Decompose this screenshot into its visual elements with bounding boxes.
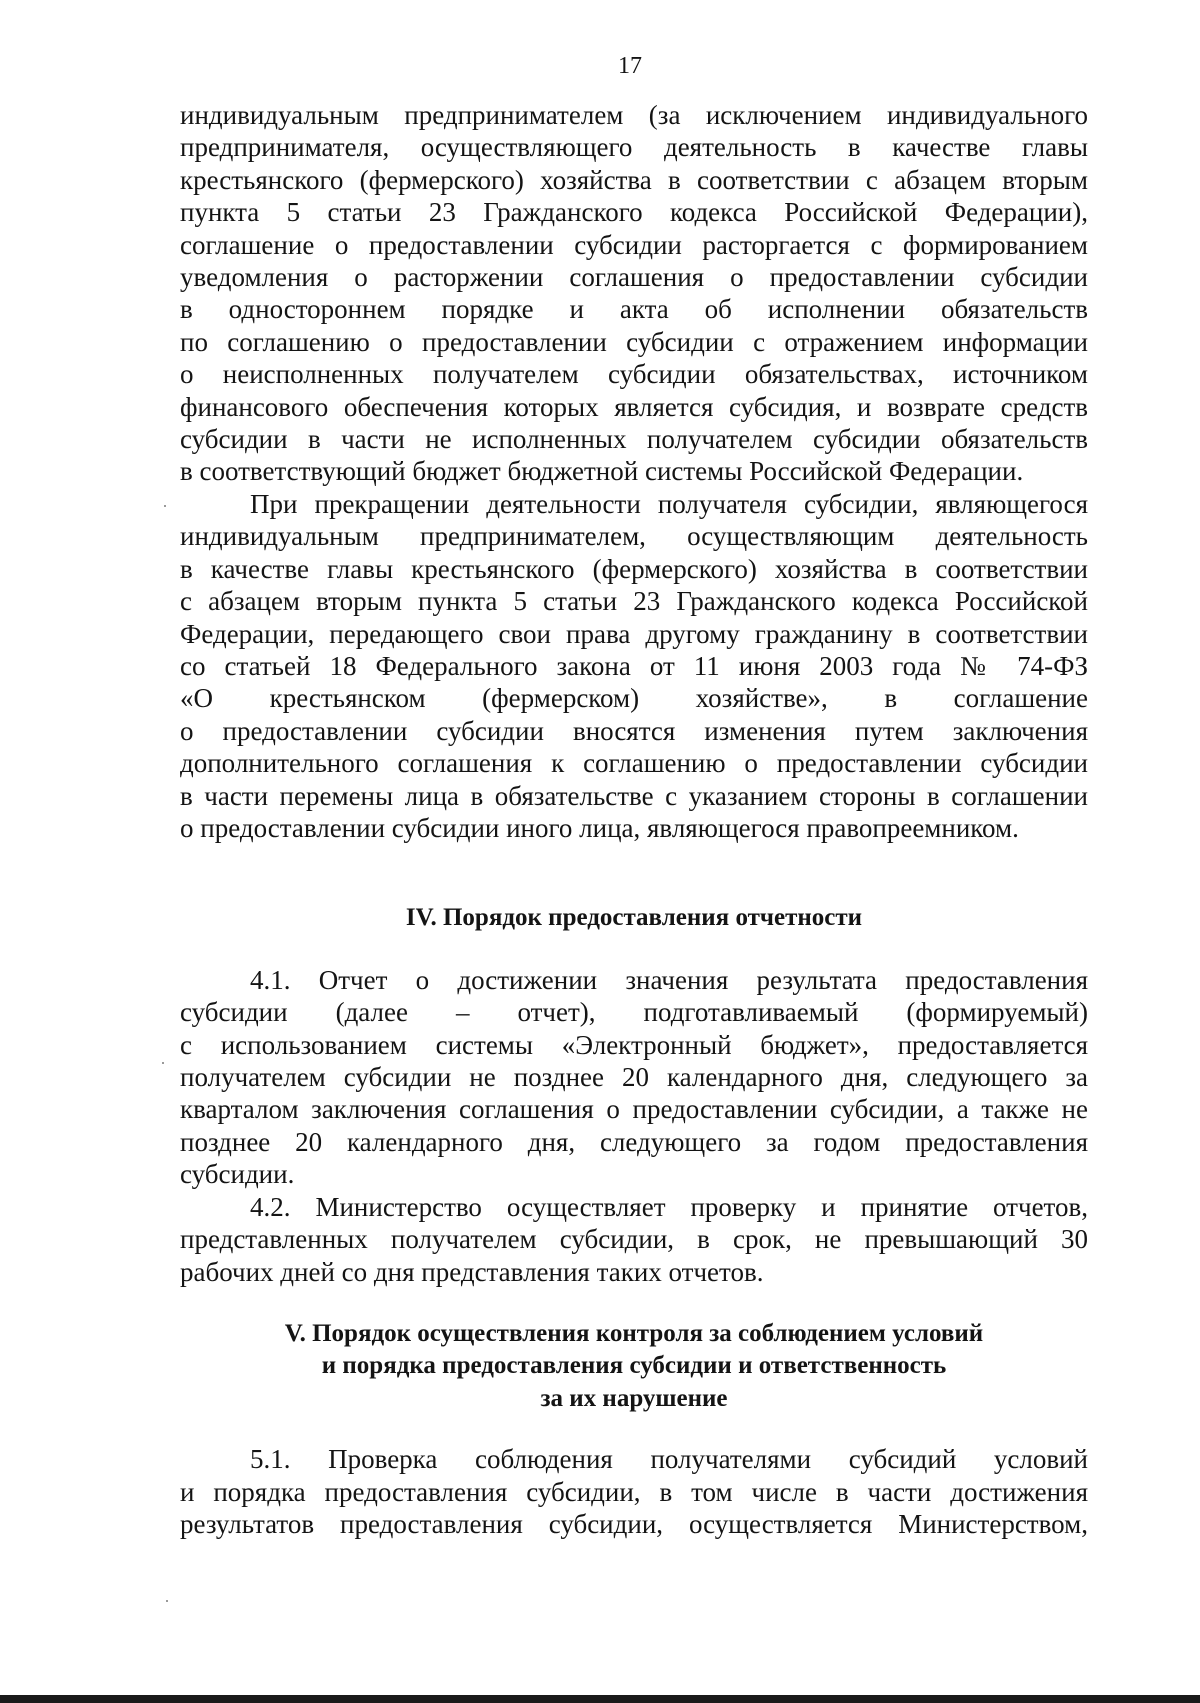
text-line: индивидуальным предпринимателем (за исключением индивидуального — [180, 100, 1088, 130]
heading-line: и порядка предоставления субсидии и ответственность — [321, 1352, 947, 1380]
text-line: о предоставлении субсидии вносятся изменения путем заключения — [180, 715, 1088, 746]
scan-speck — [164, 505, 166, 507]
text-line: позднее 20 календарного дня, следующего за годом предоставления — [180, 1126, 1088, 1157]
text-line: финансового обеспечения которых является субсидия, и возврате средств — [180, 391, 1088, 422]
text-line: Федерации, передающего свои права другому гражданину в соответствии — [180, 618, 1088, 649]
text-line: с использованием системы «Электронный бюджет», предоставляется — [180, 1029, 1088, 1060]
text-line: кварталом заключения соглашения о предоставлении субсидии, а также не — [180, 1094, 1088, 1125]
text-line: субсидии. — [180, 1159, 295, 1190]
text-line: по соглашению о предоставлении субсидии с отражением информации — [180, 326, 1088, 357]
text-line: в качестве главы крестьянского (фермерского) хозяйства в соответствии — [180, 553, 1088, 584]
text-line: в одностороннем порядке и акта об исполнении обязательств — [180, 294, 1088, 325]
paragraph-continued — [180, 99, 1088, 488]
scan-speck — [162, 1062, 164, 1064]
text-line: 4.1. Отчет о достижении значения результата предоставления — [250, 964, 1088, 995]
text-line: 5.1. Проверка соблюдения получателями субсидий условий — [250, 1444, 1088, 1475]
heading-line: V. Порядок осуществления контроля за соблюдением условий — [284, 1319, 984, 1347]
section-v-heading — [180, 1318, 1088, 1416]
text-line: со статьей 18 Федерального закона от 11 июня 2003 года № 74-ФЗ — [180, 650, 1088, 681]
document-body — [180, 99, 1088, 1541]
text-line: в части перемены лица в обязательстве с указанием стороны в соглашении — [180, 780, 1088, 811]
text-line: рабочих дней со дня представления таких отчетов. — [180, 1256, 764, 1287]
text-line: дополнительного соглашения к соглашению о предоставлении субсидии — [180, 748, 1088, 779]
text-line: При прекращении деятельности получателя субсидии, являющегося — [250, 488, 1088, 519]
text-line: о предоставлении субсидии иного лица, являющегося правопреемником. — [180, 812, 1019, 843]
heading-line: за их нарушение — [540, 1384, 728, 1412]
text-line: индивидуальным предпринимателем, осуществляющим деятельность — [180, 521, 1088, 552]
text-line: крестьянского (фермерского) хозяйства в соответствии с абзацем вторым — [180, 164, 1088, 195]
scan-speck — [166, 1600, 168, 1602]
text-line: «О крестьянском (фермерском) хозяйстве», в соглашение — [180, 683, 1088, 714]
text-line: субсидии в части не исполненных получателем субсидии обязательств — [180, 424, 1088, 455]
text-line: получателем субсидии не позднее 20 календарного дня, следующего за — [180, 1062, 1088, 1093]
text-line: с абзацем вторым пункта 5 статьи 23 Гражданского кодекса Российской — [180, 586, 1088, 617]
page-number: 17 — [618, 53, 642, 79]
text-line: 4.2. Министерство осуществляет проверку и принятие отчетов, — [250, 1191, 1088, 1222]
text-line: уведомления о расторжении соглашения о предоставлении субсидии — [180, 262, 1088, 293]
text-line: результатов предоставления субсидии, осуществляется Министерством, — [180, 1509, 1088, 1540]
text-line: соглашение о предоставлении субсидии расторгается с формированием — [180, 229, 1088, 260]
section-iv-heading: IV. Порядок предоставления отчетности — [405, 904, 863, 932]
text-line: пункта 5 статьи 23 Гражданского кодекса Российской Федерации), — [180, 197, 1088, 228]
paragraph-4-2 — [180, 1191, 1088, 1288]
paragraph-4-1 — [180, 964, 1088, 1191]
text-line: представленных получателем субсидии, в срок, не превышающий 30 — [180, 1224, 1088, 1255]
text-line: субсидии (далее – отчет), подготавливаемый (формируемый) — [180, 997, 1088, 1028]
text-line: в соответствующий бюджет бюджетной системы Российской Федерации. — [180, 456, 1024, 487]
text-line: о неисполненных получателем субсидии обязательствах, источником — [180, 359, 1088, 390]
paragraph-5-1 — [180, 1443, 1088, 1540]
scan-bottom-border — [0, 1695, 1200, 1703]
text-line: предпринимателя, осуществляющего деятельность в качестве главы — [180, 132, 1088, 163]
text-line: и порядка предоставления субсидии, в том числе в части достижения — [180, 1476, 1088, 1507]
paragraph-termination — [180, 488, 1088, 844]
